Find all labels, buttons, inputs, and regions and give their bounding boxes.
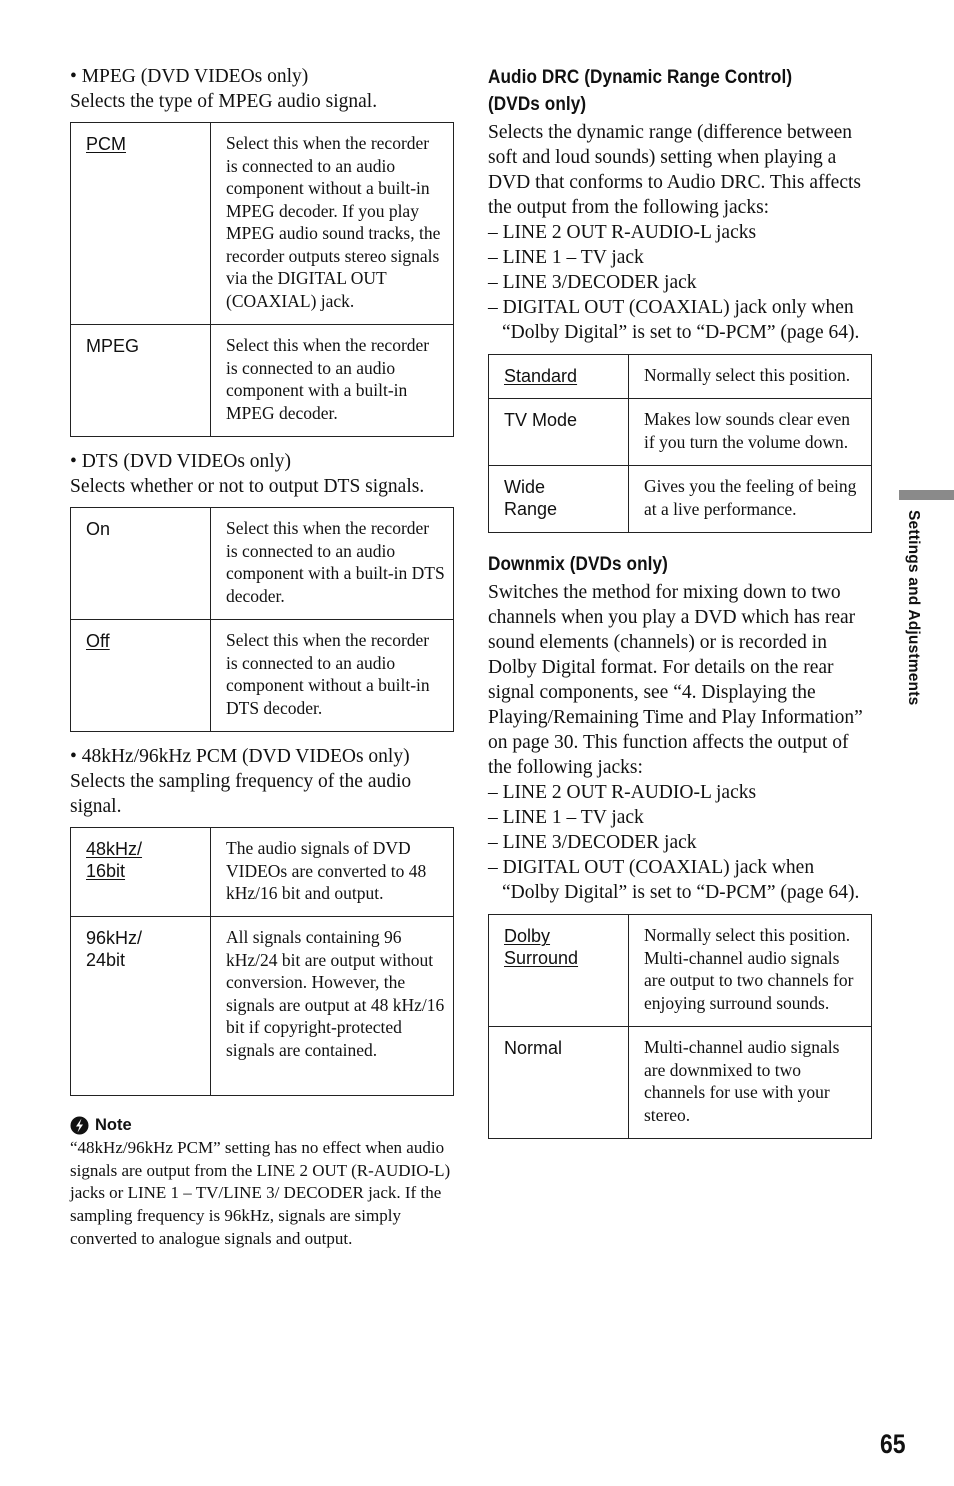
option-key (71, 508, 211, 620)
note-title: Note (95, 1116, 132, 1134)
option-key (489, 355, 629, 399)
table-row (71, 508, 454, 620)
list-item: – LINE 2 OUT R-AUDIO-L jacks (488, 782, 757, 803)
pcm-options-table (70, 827, 454, 1096)
table-row (71, 828, 454, 917)
audio-drc-options-table (488, 354, 872, 533)
pcm-description: Selects the sampling frequency of the audio signal. (70, 771, 412, 817)
table-row (489, 355, 872, 399)
downmix-description: Switches the method for mixing down to two channels when you play a DVD which has rear sound elements (channels) or is recorded in Dolby Digital format. For details on the rear signal components, see “4. Displaying the Playing/Remaining Time and Play Information” on page 30. This function affects the output of the following jacks: (488, 582, 863, 778)
option-text: The audio signals of DVD VIDEOs are converted to 48 kHz/16 bit and output. (211, 828, 454, 917)
option-key (489, 399, 629, 466)
option-key (489, 466, 629, 533)
table-row (489, 915, 872, 1027)
right-column (488, 64, 872, 1139)
list-item: – LINE 1 – TV jack (488, 247, 644, 268)
page-number: 65 (880, 1429, 906, 1459)
option-key (71, 123, 211, 325)
option-key-line1: 96kHz/ (86, 928, 143, 948)
audio-drc-title (488, 64, 826, 118)
note-icon (70, 1116, 89, 1135)
section-tab-bar (899, 490, 954, 500)
downmix-jack-list (488, 780, 872, 905)
option-text: Select this when the recorder is connected to an audio component with a built-in DTS decoder. (211, 508, 454, 620)
table-row (71, 325, 454, 437)
option-key (489, 1027, 629, 1139)
option-key-line1: Dolby (504, 926, 551, 946)
list-item: – LINE 2 OUT R-AUDIO-L jacks (488, 222, 757, 243)
option-key-label: TV Mode (504, 410, 578, 430)
table-row (489, 399, 872, 466)
section-side-label (904, 510, 926, 720)
option-key-label: PCM (86, 134, 126, 154)
list-item: – DIGITAL OUT (COAXIAL) jack only when “Dolby Digital” is set to “D-PCM” (page 64). (488, 297, 860, 343)
table-row (71, 620, 454, 732)
option-key (71, 917, 211, 1096)
list-item: – LINE 1 – TV jack (488, 807, 644, 828)
dts-description: Selects whether or not to output DTS signals. (70, 476, 425, 497)
note-block (70, 1116, 454, 1251)
option-key-label: Off (86, 631, 110, 651)
option-key (71, 620, 211, 732)
option-text: All signals containing 96 kHz/24 bit are output without conversion. However, the signals are output at 48 kHz/16 bit if copyright-protected signals are contained. (211, 917, 454, 1096)
option-key (489, 915, 629, 1027)
option-key-line1: Wide (504, 477, 546, 497)
option-key-label: Standard (504, 366, 578, 386)
table-row (71, 123, 454, 325)
list-item: – LINE 3/DECODER jack (488, 832, 697, 853)
dts-heading: • DTS (DVD VIDEOs only) (70, 451, 291, 472)
option-text: Multi-channel audio signals are downmixed to two channels for use with your stereo. (629, 1027, 872, 1139)
table-row (489, 466, 872, 533)
option-text: Select this when the recorder is connected to an audio component with a built-in MPEG decoder. (211, 325, 454, 437)
option-key-label: Normal (504, 1038, 563, 1058)
option-text: Select this when the recorder is connected to an audio component without a built-in DTS decoder. (211, 620, 454, 732)
option-key-line2: Surround (504, 948, 579, 968)
option-key (71, 325, 211, 437)
audio-drc-jack-list (488, 220, 872, 345)
list-item: – DIGITAL OUT (COAXIAL) jack when “Dolby Digital” is set to “D-PCM” (page 64). (488, 857, 860, 903)
downmix-options-table (488, 914, 872, 1139)
list-item: – LINE 3/DECODER jack (488, 272, 697, 293)
pcm-heading: • 48kHz/96kHz PCM (DVD VIDEOs only) (70, 746, 410, 767)
mpeg-heading: • MPEG (DVD VIDEOs only) (70, 66, 309, 87)
note-text: “48kHz/96kHz PCM” setting has no effect when audio signals are output from the LINE 2 OUT (R-AUDIO-L) jacks or LINE 1 – TV/LINE 3/ DECODER jack. If the sampling frequency is 96kHz, signals are simply converted to analogue signals and output. (70, 1138, 451, 1248)
section-side-label-text: Settings and Adjustments (905, 510, 922, 706)
mpeg-description: Selects the type of MPEG audio signal. (70, 91, 378, 112)
left-column (70, 64, 454, 1251)
table-row (71, 917, 454, 1096)
option-key-line2: Range (504, 499, 558, 519)
option-key-label: MPEG (86, 336, 140, 356)
option-text: Gives you the feeling of being at a live performance. (629, 466, 872, 533)
dts-options-table (70, 507, 454, 732)
option-key-line2: 16bit (86, 861, 126, 881)
option-text: Makes low sounds clear even if you turn the volume down. (629, 399, 872, 466)
option-key-label: On (86, 519, 111, 539)
mpeg-options-table (70, 122, 454, 437)
audio-drc-description: Selects the dynamic range (difference between soft and loud sounds) setting when playing a DVD that conforms to Audio DRC. This affects the output from the following jacks: (488, 122, 861, 218)
option-text: Select this when the recorder is connected to an audio component without a built-in MPEG decoder. If you play MPEG audio sound tracks, the recorder outputs stereo signals via the DIGITAL OUT (COAXIAL) jack. (211, 123, 454, 325)
option-key (71, 828, 211, 917)
option-text: Normally select this position. Multi-channel audio signals are output to two channels for enjoying surround sounds. (629, 915, 872, 1027)
option-key-line2: 24bit (86, 950, 126, 970)
note-heading (70, 1116, 454, 1135)
audio-drc-title-line2: (DVDs only) (488, 93, 587, 115)
option-text: Normally select this position. (629, 355, 872, 399)
option-key-line1: 48kHz/ (86, 839, 143, 859)
downmix-title: Downmix (DVDs only) (488, 553, 668, 575)
table-row (489, 1027, 872, 1139)
audio-drc-title-line1: Audio DRC (Dynamic Range Control) (488, 66, 793, 88)
